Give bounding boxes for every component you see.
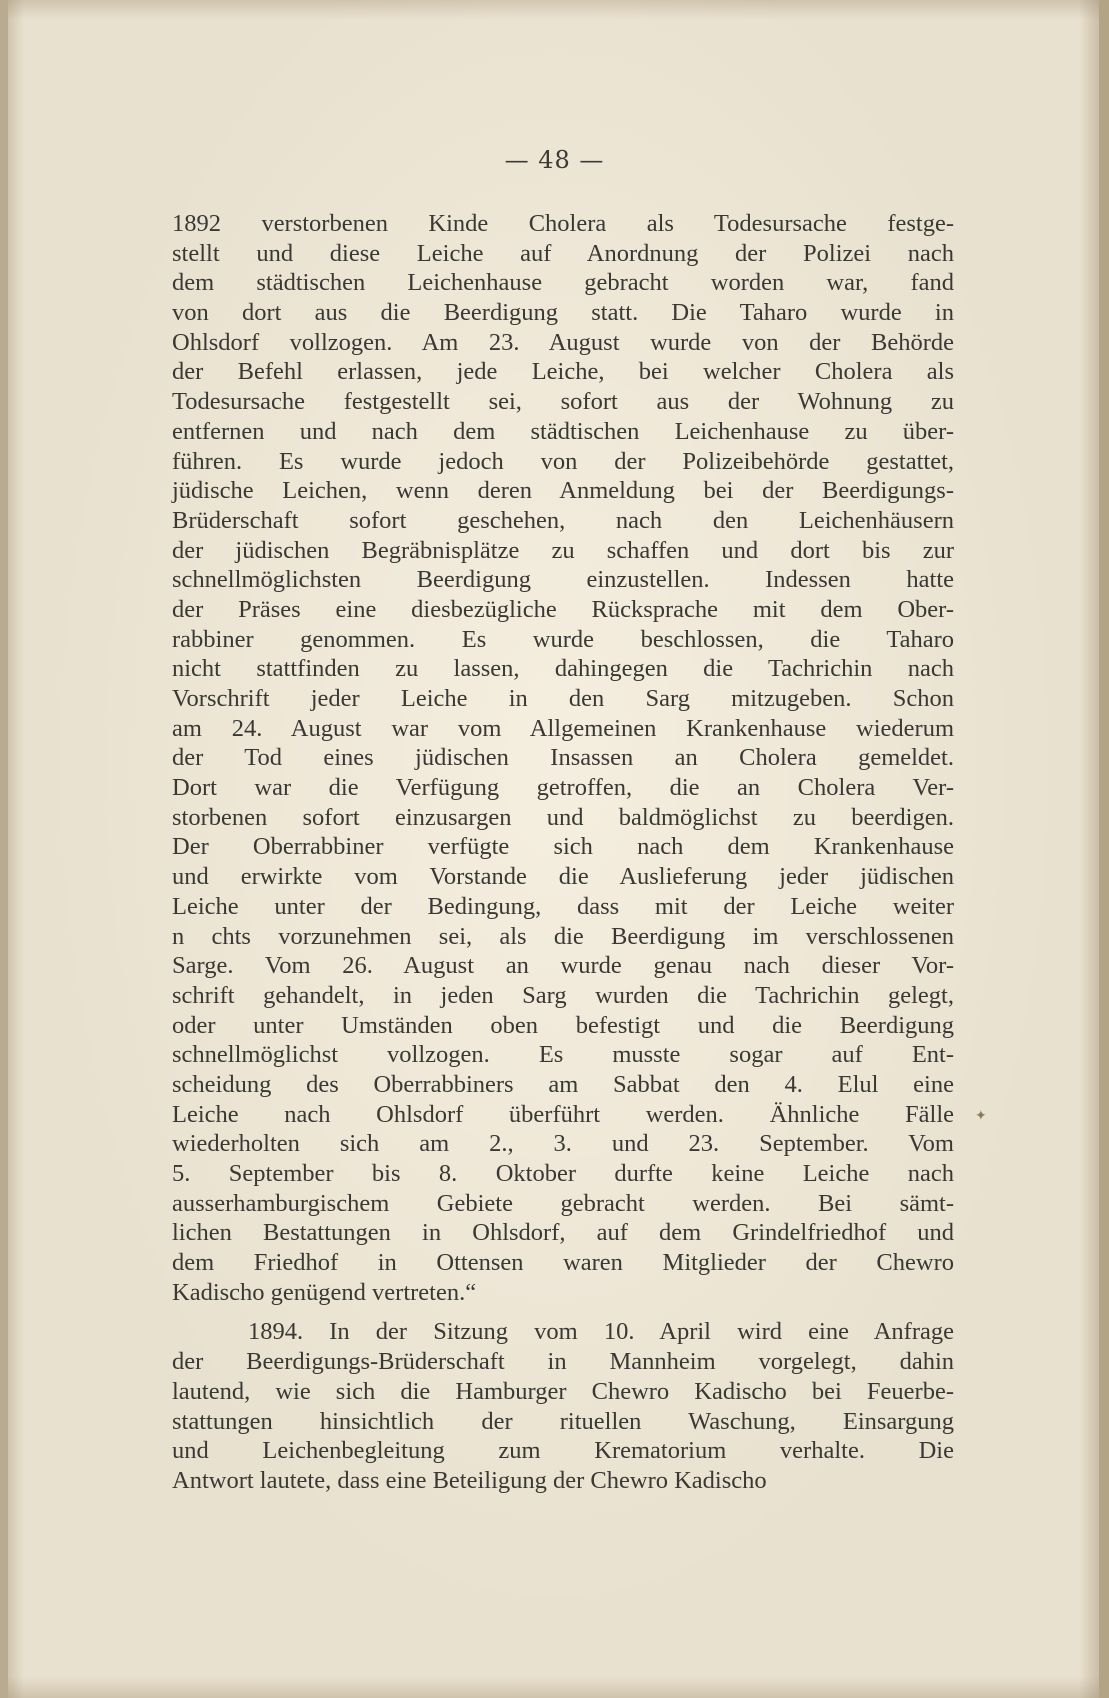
text-line: Brüderschaft sofort geschehen, nach den Leichenhäusern (172, 506, 954, 534)
ink-speck-mark: ✦ (975, 1108, 987, 1124)
text-line: entfernen und nach dem städtischen Leichenhause zu über- (172, 417, 954, 445)
text-line: 1892 verstorbenen Kinde Cholera als Todesursache festge- (172, 210, 954, 237)
text-line: lautend, wie sich die Hamburger Chewro Kadischo bei Feuerbe- (172, 1377, 954, 1405)
text-line: schnellmöglichst vollzogen. Es musste sogar auf Ent- (172, 1041, 954, 1069)
text-line: Kadischo genügend vertreten.“ (172, 1278, 477, 1306)
text-line: der Beerdigungs-Brüderschaft in Mannheim vorgelegt, dahin (172, 1348, 954, 1376)
text-line: und Leichenbegleitung zum Krematorium verhalte. Die (172, 1437, 954, 1465)
page-edge-right (1099, 0, 1109, 1698)
text-line: ausserhamburgischem Gebiete gebracht werden. Bei sämt- (172, 1189, 954, 1217)
text-line: Antwort lautete, dass eine Beteiligung der Chewro Kadischo (172, 1466, 767, 1494)
paragraph (172, 1317, 954, 1495)
text-line: der Befehl erlassen, jede Leiche, bei welcher Cholera als (172, 358, 954, 386)
text-line: lichen Bestattungen in Ohlsdorf, auf dem Grindelfriedhof und (172, 1219, 954, 1247)
text-line: oder unter Umständen oben befestigt und die Beerdigung (172, 1011, 954, 1039)
text-line: wiederholten sich am 2., 3. und 23. September. Vom (172, 1130, 954, 1158)
text-line: führen. Es wurde jedoch von der Polizeibehörde gestattet, (172, 447, 954, 475)
text-line: am 24. August war vom Allgemeinen Krankenhause wiederum (172, 714, 954, 742)
text-line: 5. September bis 8. Oktober durfte keine Leiche nach (172, 1160, 954, 1187)
text-line: rabbiner genommen. Es wurde beschlossen, die Taharo (172, 625, 954, 653)
text-line: und erwirkte vom Vorstande die Auslieferung jeder jüdischen (172, 863, 954, 891)
text-line: dem städtischen Leichenhause gebracht worden war, fand (172, 269, 954, 297)
page-edge-left (0, 0, 8, 1698)
text-line: der Präses eine diesbezügliche Rücksprache mit dem Ober- (172, 595, 954, 623)
text-line: der jüdischen Begräbnisplätze zu schaffen und dort bis zur (172, 536, 954, 564)
body-text (172, 209, 954, 1496)
text-line: Todesursache festgestellt sei, sofort aus der Wohnung zu (172, 388, 954, 416)
text-line: nicht stattfinden zu lassen, dahingegen die Tachrichin nach (172, 655, 954, 683)
text-line: scheidung des Oberrabbiners am Sabbat den 4. Elul eine (172, 1070, 954, 1098)
text-line: Der Oberrabbiner verfügte sich nach dem Krankenhause (172, 833, 954, 861)
text-line: 1894. In der Sitzung vom 10. April wird eine Anfrage (248, 1318, 954, 1346)
text-line: jüdische Leichen, wenn deren Anmeldung bei der Beerdigungs- (172, 477, 954, 505)
text-line: storbenen sofort einzusargen und baldmöglichst zu beerdigen. (172, 803, 954, 831)
text-line: dem Friedhof in Ottensen waren Mitglieder der Chewro (172, 1249, 954, 1277)
page-number: — 48 — (504, 146, 605, 174)
text-line: Vorschrift jeder Leiche in den Sarg mitzugeben. Schon (172, 685, 954, 712)
text-line: Sarge. Vom 26. August an wurde genau nach dieser Vor- (172, 952, 954, 980)
text-line: der Tod eines jüdischen Insassen an Cholera gemeldet. (172, 744, 954, 772)
paragraph-gap (172, 1307, 954, 1317)
text-line: Leiche nach Ohlsdorf überführt werden. Ähnliche Fälle (172, 1100, 954, 1128)
paragraph (172, 209, 954, 1307)
text-line: stattungen hinsichtlich der rituellen Waschung, Einsargung (172, 1407, 954, 1435)
text-line: n chts vorzunehmen sei, als die Beerdigung im verschlossenen (172, 922, 954, 950)
text-line: Dort war die Verfügung getroffen, die an Cholera Ver- (172, 774, 954, 802)
text-line: schnellmöglichsten Beerdigung einzustellen. Indessen hatte (172, 566, 954, 594)
text-line: Leiche unter der Bedingung, dass mit der Leiche weiter (172, 892, 954, 920)
text-line: Ohlsdorf vollzogen. Am 23. August wurde von der Behörde (172, 328, 954, 356)
text-line: stellt und diese Leiche auf Anordnung der Polizei nach (172, 239, 954, 267)
text-line: schrift gehandelt, in jeden Sarg wurden die Tachrichin gelegt, (172, 981, 954, 1009)
text-line: von dort aus die Beerdigung statt. Die Taharo wurde in (172, 299, 954, 327)
